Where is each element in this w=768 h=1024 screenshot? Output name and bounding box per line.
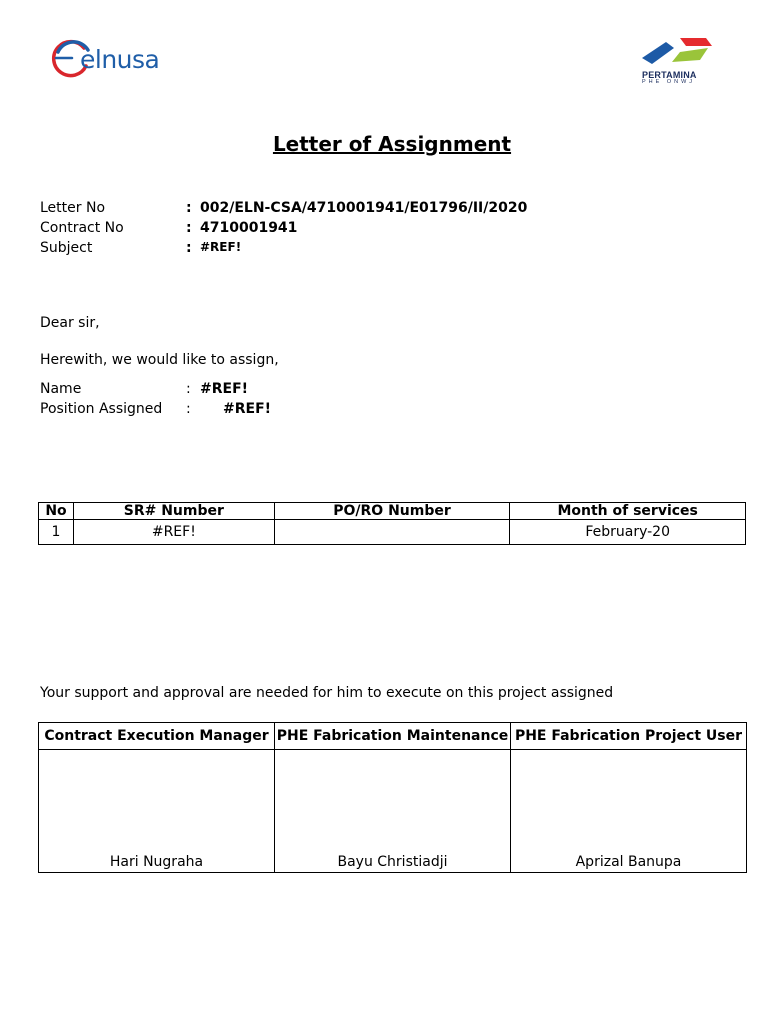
signer-name-2: Bayu Christiadji <box>275 750 511 873</box>
signer-name-3: Aprizal Banupa <box>511 750 747 873</box>
signer-role-1: Contract Execution Manager <box>39 723 275 750</box>
contract-no-label: Contract No <box>40 220 124 236</box>
elnusa-wordmark: elnusa <box>80 45 160 74</box>
position-colon: : <box>186 401 191 417</box>
signature-header-row <box>39 723 747 750</box>
position-value: #REF! <box>223 401 272 417</box>
document-title: Letter of Assignment <box>272 132 512 156</box>
col-header-no: No <box>39 503 74 520</box>
signature-table <box>38 722 747 873</box>
support-text: Your support and approval are needed for him to execute on this project assigned <box>40 685 614 701</box>
signer-role-3: PHE Fabrication Project User <box>511 723 747 750</box>
signer-role-2: PHE Fabrication Maintenance <box>275 723 511 750</box>
subject-colon: : <box>186 240 192 256</box>
subject-label: Subject <box>40 240 93 256</box>
contract-no-value: 4710001941 <box>200 220 298 236</box>
col-header-po-ro-number: PO/RO Number <box>274 503 510 520</box>
signature-row <box>39 750 747 873</box>
position-label: Position Assigned <box>40 401 163 417</box>
pertamina-emblem-icon <box>636 34 716 70</box>
letter-no-colon: : <box>186 200 192 216</box>
cell-month: February-20 <box>510 520 746 545</box>
intro-text: Herewith, we would like to assign, <box>40 352 279 368</box>
cell-sr-number: #REF! <box>73 520 274 545</box>
services-header-row <box>39 503 746 520</box>
elnusa-logo <box>50 36 210 80</box>
cell-po-ro-number <box>274 520 510 545</box>
signer-name-1: Hari Nugraha <box>39 750 275 873</box>
contract-no-colon: : <box>186 220 192 236</box>
name-value: #REF! <box>200 381 249 397</box>
pertamina-wordmark: PERTAMINA <box>642 70 697 80</box>
salutation: Dear sir, <box>40 315 100 331</box>
services-table <box>38 502 746 545</box>
table-row <box>39 520 746 545</box>
pertamina-logo <box>636 34 716 86</box>
name-label: Name <box>40 381 82 397</box>
name-colon: : <box>186 381 191 397</box>
subject-value: #REF! <box>200 240 242 254</box>
cell-no: 1 <box>39 520 74 545</box>
col-header-sr-number: SR# Number <box>73 503 274 520</box>
letter-no-label: Letter No <box>40 200 106 216</box>
pertamina-subtext: PHE ONWJ <box>642 79 696 85</box>
letter-no-value: 002/ELN-CSA/4710001941/E01796/II/2020 <box>200 200 528 216</box>
col-header-month: Month of services <box>510 503 746 520</box>
